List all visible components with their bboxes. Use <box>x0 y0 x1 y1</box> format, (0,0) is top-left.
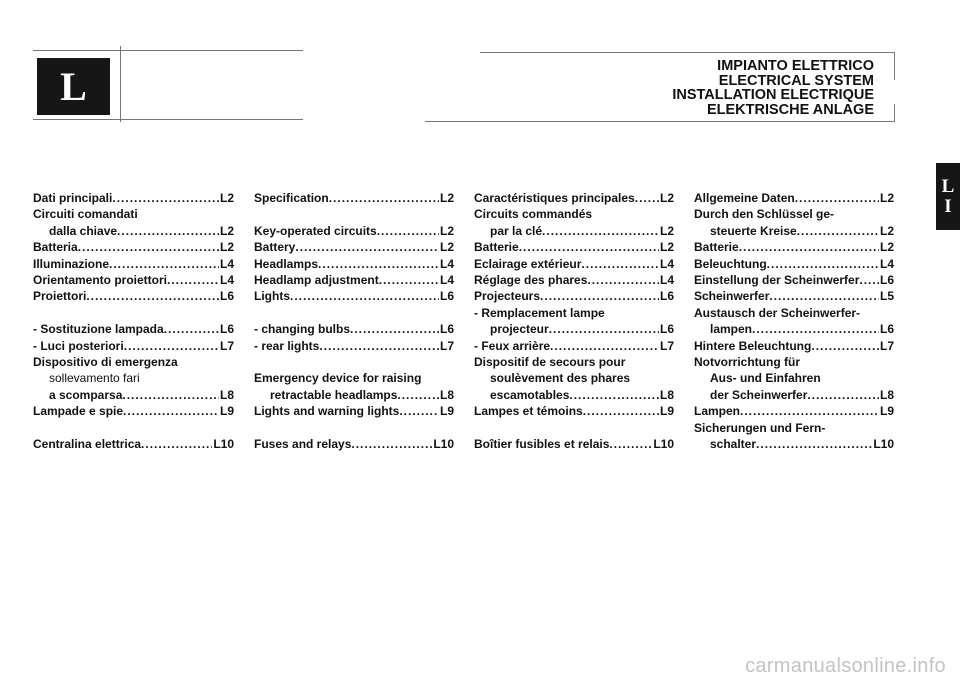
toc-heading-line: Notvorrichtung für <box>694 355 800 370</box>
toc-entry-title: Headlamps <box>254 256 319 271</box>
toc-entry-title: Hintere Beleuchtung <box>694 338 812 353</box>
toc-entry-page: L4 <box>219 273 234 288</box>
toc-dot-leader <box>141 436 212 452</box>
toc-entry-title: Specification <box>254 191 329 205</box>
toc-entry-title: Beleuchtung <box>694 256 767 271</box>
toc-dot-leader <box>540 288 659 304</box>
section-title-en: ELECTRICAL SYSTEM <box>718 72 874 89</box>
toc-entry-page: L6 <box>439 322 454 337</box>
toc-column-english <box>254 190 454 452</box>
toc-entry <box>694 272 894 288</box>
toc-entry-title: Eclairage extérieur <box>474 256 582 271</box>
toc-dot-leader <box>740 403 879 419</box>
toc-entry-title: Boîtier fusibles et relais <box>474 437 610 452</box>
toc-heading-line: Austausch der Scheinwerfer- <box>694 305 861 320</box>
toc-entry-title: Allgemeine Daten <box>694 191 795 205</box>
toc-entry <box>694 239 894 255</box>
toc-dot-leader <box>379 272 439 288</box>
toc-entry <box>254 223 454 239</box>
toc-entry-page: L6 <box>879 322 894 337</box>
toc-entry <box>33 387 234 403</box>
toc-entry-page: L6 <box>439 289 454 304</box>
toc-column-german <box>694 190 894 453</box>
toc-entry-page: L4 <box>219 256 234 271</box>
toc-entry-title: Illuminazione <box>33 256 110 271</box>
toc-entry-page: L2 <box>879 191 894 205</box>
toc-dot-leader <box>122 387 219 403</box>
toc-entry-page: L2 <box>659 240 674 255</box>
toc-entry-page: L6 <box>659 289 674 304</box>
toc-entry-page: L2 <box>659 191 674 205</box>
toc-heading-line: Dispositivo di emergenza <box>33 355 178 370</box>
toc-entry-title: Lights and warning lights <box>254 404 400 419</box>
toc-entry-title: a scomparsa <box>49 387 123 402</box>
toc-entry-page: L4 <box>439 256 454 271</box>
toc-entry <box>694 190 894 206</box>
toc-entry-page: L6 <box>659 322 674 337</box>
toc-entry-title: Lampade e spie <box>33 404 124 419</box>
toc-entry-page: L2 <box>219 223 234 238</box>
toc-entry-title: escamotables <box>490 387 570 402</box>
toc-entry-page: L7 <box>659 338 674 353</box>
toc-entry <box>474 190 674 206</box>
toc-dot-leader <box>581 256 659 272</box>
toc-entry-page: L2 <box>219 191 234 205</box>
section-title-block <box>672 59 874 117</box>
toc-dot-leader <box>167 272 219 288</box>
toc-dot-leader <box>549 321 659 337</box>
toc-entry <box>694 403 894 419</box>
toc-entry-page: L7 <box>219 338 234 353</box>
toc-dot-leader <box>112 190 219 206</box>
toc-entry-page: L4 <box>659 256 674 271</box>
toc-entry <box>33 436 234 452</box>
toc-entry <box>254 321 454 337</box>
toc-entry <box>33 338 234 354</box>
toc-entry <box>694 338 894 354</box>
toc-entry <box>474 387 674 403</box>
toc-entry-page: L10 <box>873 437 894 452</box>
toc-dot-leader <box>318 256 439 272</box>
toc-dot-leader <box>377 223 439 239</box>
toc-dot-leader <box>609 436 652 452</box>
toc-entry <box>33 256 234 272</box>
toc-spacer <box>33 305 234 321</box>
toc-entry-page: L9 <box>219 404 234 419</box>
toc-entry-title: Caractéristiques principales <box>474 191 635 205</box>
toc-entry <box>33 190 234 206</box>
toc-dot-leader <box>399 403 439 419</box>
toc-entry <box>33 403 234 419</box>
toc-entry-page: L8 <box>439 387 454 402</box>
toc-heading-line: soulèvement des phares <box>490 371 631 386</box>
toc-entry-title: dalla chiave <box>49 223 118 238</box>
header-rule-right-bracket-top <box>894 52 895 80</box>
toc-entry-page: L2 <box>219 240 234 255</box>
toc-entry-page: L10 <box>653 437 674 452</box>
toc-entry-title: Projecteurs <box>474 289 541 304</box>
toc-entry <box>474 272 674 288</box>
toc-entry-title: Centralina elettrica <box>33 437 142 452</box>
toc-entry-title: projecteur <box>490 322 549 337</box>
toc-entry-page: L6 <box>219 289 234 304</box>
toc-entry-title: - rear lights <box>254 338 320 353</box>
toc-spacer <box>254 206 454 222</box>
toc-entry-page: L8 <box>879 387 894 402</box>
toc-entry <box>254 256 454 272</box>
toc-spacer <box>254 305 454 321</box>
toc-entry <box>474 321 674 337</box>
toc-entry-title: Batterie <box>694 240 739 255</box>
side-section-tab <box>936 163 960 230</box>
toc-entry-title: Réglage des phares <box>474 273 588 288</box>
toc-entry-page: L5 <box>879 289 894 304</box>
toc-heading-line: Dispositif de secours pour <box>474 355 626 370</box>
toc-entry <box>694 223 894 239</box>
toc-entry-title: Batteria <box>33 240 78 255</box>
toc-spacer <box>254 420 454 436</box>
toc-entry-page: L7 <box>879 338 894 353</box>
toc-dot-leader <box>739 239 879 255</box>
toc-entry-page: L10 <box>213 437 234 452</box>
toc-dot-leader <box>756 436 872 452</box>
toc-heading-line: Durch den Schlüssel ge- <box>694 207 835 222</box>
toc-entry <box>254 288 454 304</box>
toc-dot-leader <box>295 239 439 255</box>
toc-dot-leader <box>86 288 219 304</box>
toc-dot-leader <box>124 338 219 354</box>
toc-entry-title: retractable headlamps <box>270 387 398 402</box>
toc-dot-leader <box>123 403 219 419</box>
header-rule-top-left <box>33 50 303 51</box>
toc-entry-title: schalter <box>710 437 757 452</box>
toc-dot-leader <box>583 403 659 419</box>
toc-entry-title: Battery <box>254 240 296 255</box>
toc-entry <box>474 288 674 304</box>
toc-entry-title: steuerte Kreise <box>710 223 797 238</box>
toc-heading-line: Circuits commandés <box>474 207 593 222</box>
header-rule-bottom-left <box>33 119 303 120</box>
toc-spacer <box>254 354 454 370</box>
toc-entry-page: L6 <box>219 322 234 337</box>
toc-entry <box>254 387 454 403</box>
toc-entry <box>33 321 234 337</box>
toc-entry-title: - changing bulbs <box>254 322 350 337</box>
section-letter-badge: L <box>37 58 110 115</box>
toc-heading-line: sollevamento fari <box>49 371 140 386</box>
toc-dot-leader <box>319 338 439 354</box>
toc-heading-line: Sicherungen und Fern- <box>694 420 826 435</box>
toc-dot-leader <box>769 288 879 304</box>
toc-entry <box>254 190 454 206</box>
toc-dot-leader <box>811 338 879 354</box>
toc-heading-line: Aus- und Einfahren <box>710 371 821 386</box>
toc-entry-title: Dati principali <box>33 191 113 205</box>
toc-entry <box>694 256 894 272</box>
toc-column-french <box>474 190 674 452</box>
side-tab-numeral: I <box>944 195 952 217</box>
toc-entry-title: Fuses and relays <box>254 437 352 452</box>
toc-entry-page: L2 <box>879 240 894 255</box>
toc-dot-leader <box>797 223 879 239</box>
toc-entry <box>33 288 234 304</box>
toc-entry <box>254 272 454 288</box>
toc-entry-page: L6 <box>879 273 894 288</box>
toc-entry <box>474 436 674 452</box>
side-tab-letter: L <box>941 175 955 197</box>
toc-entry-page: L7 <box>439 338 454 353</box>
toc-dot-leader <box>109 256 219 272</box>
toc-entry-title: Lampen <box>694 404 741 419</box>
toc-dot-leader <box>542 223 659 239</box>
toc-entry-title: Batterie <box>474 240 519 255</box>
toc-column-italian <box>33 190 234 452</box>
toc-heading-line: Emergency device for raising <box>254 371 422 386</box>
toc-entry-title: Scheinwerfer <box>694 289 770 304</box>
toc-entry <box>474 239 674 255</box>
section-title-fr: INSTALLATION ELECTRIQUE <box>672 87 874 103</box>
toc-entry <box>254 403 454 419</box>
toc-entry <box>694 288 894 304</box>
toc-entry-title: Lampes et témoins <box>474 404 583 419</box>
toc-spacer <box>33 420 234 436</box>
toc-entry-title: lampen <box>710 322 753 337</box>
section-title-it: IMPIANTO ELETTRICO <box>717 58 874 74</box>
toc-entry <box>474 338 674 354</box>
toc-entry <box>254 436 454 452</box>
watermark: carmanualsonline.info <box>745 655 946 677</box>
toc-entry-page: L4 <box>439 273 454 288</box>
toc-dot-leader <box>795 190 879 206</box>
toc-entry-page: L8 <box>219 387 234 402</box>
toc-entry <box>474 256 674 272</box>
toc-entry-title: Orientamento proiettori <box>33 273 168 288</box>
header-rule-top-right <box>480 52 895 53</box>
toc-heading-line: - Remplacement lampe <box>474 305 605 320</box>
toc-entry-title: Key-operated circuits <box>254 223 377 238</box>
toc-entry-page: L4 <box>659 273 674 288</box>
toc-dot-leader <box>569 387 659 403</box>
section-title-de: ELEKTRISCHE ANLAGE <box>706 101 874 118</box>
toc-entry <box>474 223 674 239</box>
toc-dot-leader <box>290 288 439 304</box>
toc-entry-title: Lights <box>254 289 290 304</box>
toc-entry-page: L4 <box>879 256 894 271</box>
toc-entry <box>254 239 454 255</box>
header-rule-bottom-right <box>425 121 895 122</box>
toc-entry-page: L10 <box>433 437 454 452</box>
toc-entry <box>33 272 234 288</box>
toc-dot-leader <box>78 239 219 255</box>
header-rule-right-bracket-bottom <box>894 104 895 122</box>
toc-dot-leader <box>587 272 659 288</box>
toc-dot-leader <box>117 223 219 239</box>
toc-dot-leader <box>164 321 219 337</box>
toc-dot-leader <box>807 387 879 403</box>
toc-dot-leader <box>350 321 439 337</box>
toc-entry <box>694 436 894 452</box>
toc-dot-leader <box>752 321 879 337</box>
toc-entry-page: L9 <box>659 404 674 419</box>
toc-entry-page: L2 <box>879 223 894 238</box>
toc-entry-page: L2 <box>659 223 674 238</box>
toc-entry-page: L8 <box>659 387 674 402</box>
toc-dot-leader <box>351 436 432 452</box>
toc-dot-leader <box>519 239 659 255</box>
toc-dot-leader <box>397 387 439 403</box>
toc-dot-leader <box>550 338 659 354</box>
toc-entry <box>33 239 234 255</box>
toc-dot-leader <box>635 190 659 206</box>
toc-entry-title: Headlamp adjustment <box>254 273 379 288</box>
toc-entry-page: L9 <box>879 404 894 419</box>
toc-heading-line: Circuiti comandati <box>33 207 138 222</box>
toc-entry-title: Einstellung der Scheinwerfer <box>694 273 860 288</box>
toc-entry <box>474 403 674 419</box>
toc-entry-page: L2 <box>439 223 454 238</box>
header-rule-left-vertical <box>120 46 121 122</box>
toc-entry <box>694 321 894 337</box>
toc-entry <box>694 387 894 403</box>
toc-entry-title: - Luci posteriori <box>33 338 124 353</box>
toc-entry-page: L2 <box>439 240 454 255</box>
toc-entry-title: - Feux arrière <box>474 338 551 353</box>
toc-entry-page: L2 <box>439 191 454 205</box>
toc-entry-title: par la clé <box>490 223 543 238</box>
toc-entry-page: L9 <box>439 404 454 419</box>
toc-entry-title: der Scheinwerfer <box>710 387 808 402</box>
toc-entry-title: Proiettori <box>33 289 87 304</box>
toc-entry <box>33 223 234 239</box>
toc-dot-leader <box>767 256 879 272</box>
toc-dot-leader <box>329 190 439 206</box>
toc-spacer <box>474 420 674 436</box>
toc-entry-title: - Sostituzione lampada <box>33 322 164 337</box>
toc-dot-leader <box>859 272 879 288</box>
toc-entry <box>254 338 454 354</box>
